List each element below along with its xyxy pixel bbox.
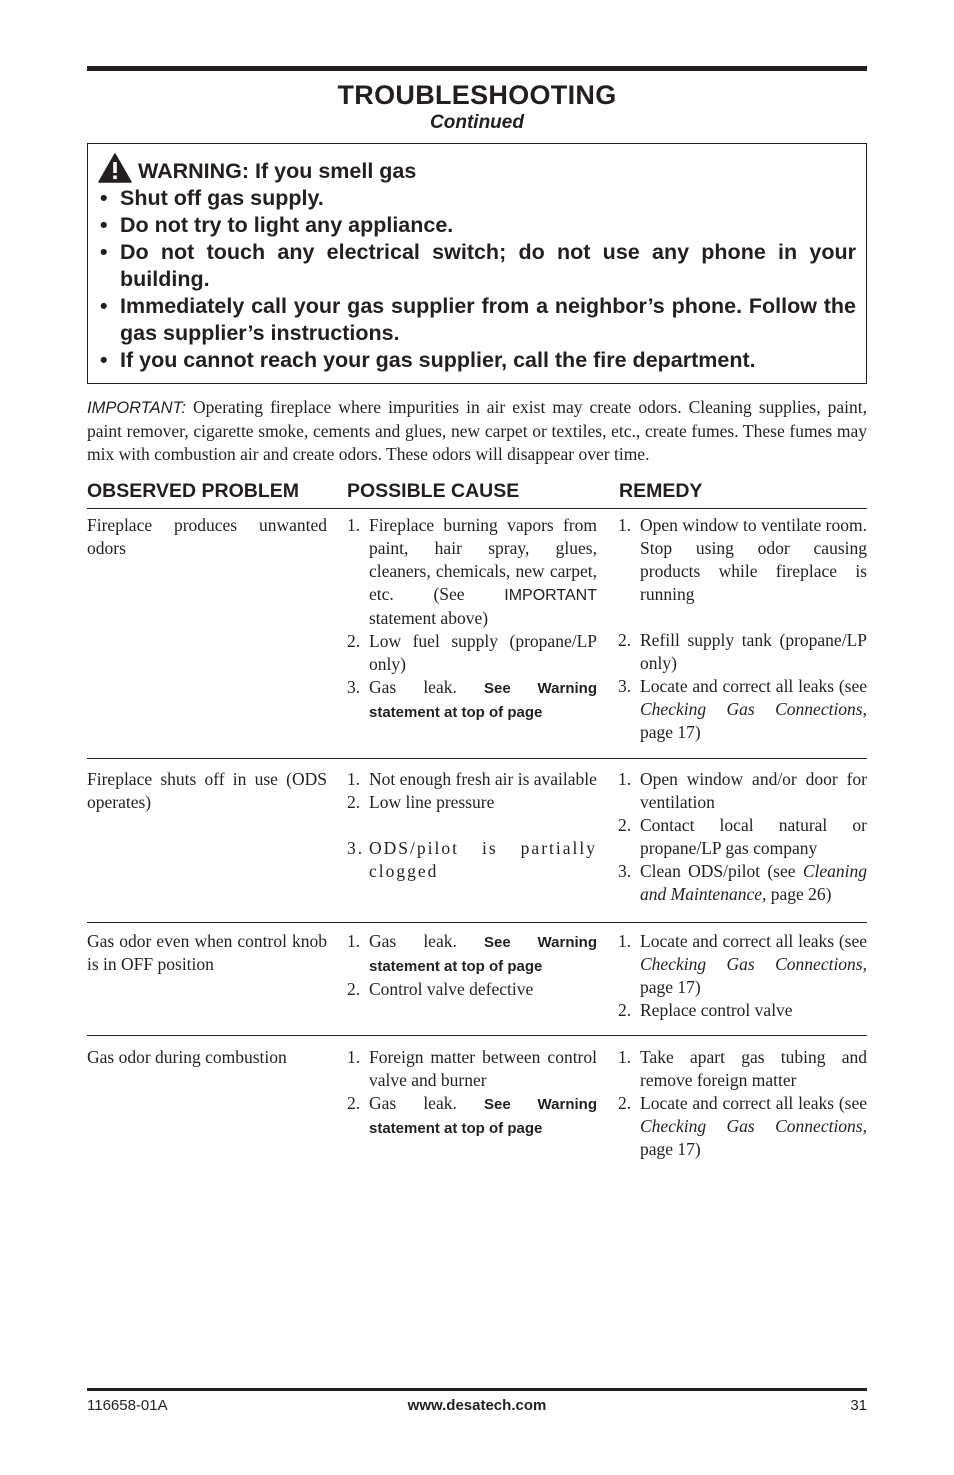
row-1-remedies [618,514,867,744]
important-note [87,396,867,466]
cause-item: 1. Foreign matter between control valve and burner [347,1047,597,1090]
cause-item: 1. Fireplace burning vapors from paint, hair spray, glues, cleaners, chemicals, new carpet, etc. (See IMPORTANT statement above) [347,515,597,628]
warning-triangle-icon [98,153,132,183]
doc-number: 116658-01A [87,1397,168,1414]
cause-item: 1. Gas leak. See Warning statement at top of page [347,931,597,975]
warning-heading-row [98,158,856,185]
row-3-causes [347,930,597,1001]
warning-item: • Do not try to light any appliance. [100,213,454,237]
remedy-item: 1. Locate and correct all leaks (see Checking Gas Connections, page 17) [618,931,867,997]
page-number: 31 [850,1397,867,1414]
cause-item: 3. Gas leak. See Warning statement at top of page [347,677,597,721]
row-3-problem: Gas odor even when control knob is in OFF position [87,931,327,974]
cause-item: 2. Control valve defective [347,979,534,999]
warning-heading: WARNING: If you smell gas [138,159,417,183]
row-1-causes [347,514,597,724]
warning-item: • Do not touch any electrical switch; do not use any phone in your building. [100,240,856,291]
website-link[interactable]: www.desatech.com [407,1397,547,1414]
row-4-causes [347,1046,597,1140]
row-2-remedies [618,768,867,906]
important-label: IMPORTANT: [87,399,186,417]
remedy-item: 3. Locate and correct all leaks (see Checking Gas Connections, page 17) [618,676,867,742]
warning-box [87,143,867,384]
page-subtitle: Continued [430,112,524,133]
warning-item: • Immediately call your gas supplier from a neighbor’s phone. Follow the gas supplier’s instructions. [100,294,856,345]
col-header-cause: POSSIBLE CAUSE [347,480,520,502]
warning-item: • Shut off gas supply. [100,186,324,210]
row-divider [87,1035,867,1036]
warning-list [98,185,856,374]
row-2-causes [347,768,597,883]
remedy-item: 2. Contact local natural or propane/LP gas company [618,815,867,858]
remedy-item: 3. Clean ODS/pilot (see Cleaning and Maintenance, page 26) [618,861,867,904]
remedy-item: 1. Open window to ventilate room. Stop using odor causing products while fireplace is running [618,515,867,604]
col-header-problem: OBSERVED PROBLEM [87,480,300,502]
remedy-item: 1. Open window and/or door for ventilation [618,769,867,812]
cause-item: 2. Gas leak. See Warning statement at top of page [347,1093,597,1137]
row-divider [87,922,867,923]
row-1-problem: Fireplace produces unwanted odors [87,515,327,558]
row-4-remedies [618,1046,867,1161]
cause-item: 3. ODS/pilot is partially clogged [347,838,597,881]
cause-item: 2. Low fuel supply (propane/LP only) [347,631,597,674]
row-divider [87,758,867,759]
important-text: Operating fireplace where impurities in air exist may create odors. Cleaning supplies, paint, paint remover, cigarette smoke, cements and glues, new carpet or textiles, etc., create fumes. These fumes may mix with combustion air and create odors. These odors will disappear over time. [87,397,867,464]
remedy-item: 1. Take apart gas tubing and remove foreign matter [618,1047,867,1090]
col-header-remedy: REMEDY [619,480,703,502]
row-3-remedies [618,930,867,1022]
row-2-problem: Fireplace shuts off in use (ODS operates) [87,769,327,812]
row-4-problem: Gas odor during combustion [87,1047,287,1067]
bottom-rule [87,1388,867,1391]
remedy-item: 2. Locate and correct all leaks (see Checking Gas Connections, page 17) [618,1093,867,1159]
header-divider [87,508,867,509]
remedy-item: 2. Replace control valve [618,1000,793,1020]
warning-item: • If you cannot reach your gas supplier, call the fire department. [100,348,756,372]
page-title: TROUBLESHOOTING [337,80,617,110]
top-rule [87,66,867,71]
cause-item: 1. Not enough fresh air is available [347,769,597,789]
remedy-item: 2. Refill supply tank (propane/LP only) [618,630,867,673]
cause-item: 2. Low line pressure [347,792,495,812]
